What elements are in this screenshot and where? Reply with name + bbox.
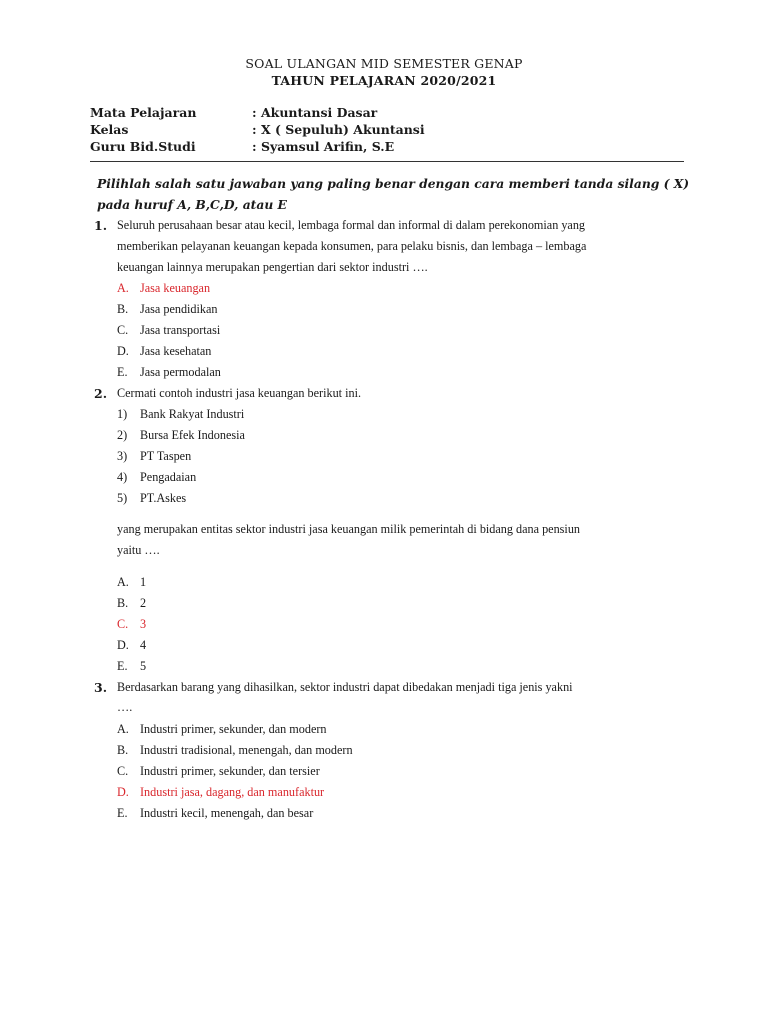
option-letter: B. [117,596,129,610]
question-text-line: …. [117,700,133,714]
option-text: Jasa pendidikan [140,302,218,316]
list-number: 5) [117,491,128,505]
question-number: 1. [94,218,108,233]
option-letter: C. [117,617,129,631]
list-text: PT.Askes [140,491,187,505]
option-text: 5 [140,659,147,673]
option-letter: A. [117,722,129,736]
list-item [117,407,244,422]
option-text: Industri tradisional, menengah, dan modern [140,743,353,757]
list-item [117,470,196,485]
option-letter: D. [117,785,129,799]
option-letter: B. [117,302,129,316]
option-3c[interactable] [117,764,320,779]
list-text: Bursa Efek Indonesia [140,428,245,442]
exam-title: SOAL ULANGAN MID SEMESTER GENAP [245,56,523,71]
option-letter: E. [117,365,128,379]
option-text: Industri kecil, menengah, dan besar [140,806,314,820]
option-letter: E. [117,806,128,820]
option-text: 4 [140,638,147,652]
option-letter: B. [117,743,129,757]
option-text: Industri jasa, dagang, dan manufaktur [140,785,325,799]
option-3b[interactable] [117,743,353,758]
question-text-line: Seluruh perusahaan besar atau kecil, lembaga formal dan informal di dalam perekonomian yang [117,218,586,232]
option-text: 1 [140,575,147,589]
info-value: : Akuntansi Dasar [252,105,378,120]
option-text: Jasa transportasi [140,323,221,337]
question-text-line: Berdasarkan barang yang dihasilkan, sektor industri dapat dibedakan menjadi tiga jenis yakni [117,680,573,694]
info-value: : X ( Sepuluh) Akuntansi [252,122,425,137]
option-letter: D. [117,638,129,652]
info-label: Guru Bid.Studi [90,139,196,154]
list-item [117,428,245,443]
option-3d[interactable] [117,785,324,800]
option-text: Jasa kesehatan [140,344,212,358]
option-2c[interactable] [117,617,146,632]
question-followup-line: yaitu …. [117,543,160,557]
option-text: 2 [140,596,147,610]
exam-year: TAHUN PELAJARAN 2020/2021 [271,73,497,88]
option-2e[interactable] [117,659,146,674]
option-letter: D. [117,344,129,358]
list-text: PT Taspen [140,449,192,463]
option-letter: C. [117,764,129,778]
option-letter: E. [117,659,128,673]
option-1c[interactable] [117,323,220,338]
list-number: 1) [117,407,128,421]
option-1d[interactable] [117,344,211,359]
option-1a[interactable] [117,281,210,296]
option-text: Jasa permodalan [140,365,221,379]
option-1b[interactable] [117,302,218,317]
option-text: Industri primer, sekunder, dan modern [140,722,327,736]
option-2b[interactable] [117,596,146,611]
list-text: Bank Rakyat Industri [140,407,245,421]
option-2d[interactable] [117,638,146,653]
question-text-line: keuangan lainnya merupakan pengertian dari sektor industri …. [117,260,428,274]
question-text-line: Cermati contoh industri jasa keuangan berikut ini. [117,386,362,400]
option-text: Industri primer, sekunder, dan tersier [140,764,320,778]
option-text: 3 [140,617,147,631]
instruction-text: Pilihlah salah satu jawaban yang paling benar dengan cara memberi tanda silang ( X) pada huruf A, B,C,D, atau E [97,176,690,212]
option-2a[interactable] [117,575,146,590]
question-followup-line: yang merupakan entitas sektor industri jasa keuangan milik pemerintah di bidang dana pensiun [117,522,581,536]
info-label: Mata Pelajaran [90,105,197,120]
option-text: Jasa keuangan [140,281,211,295]
option-letter: A. [117,281,129,295]
list-number: 2) [117,428,128,442]
header-divider [90,161,684,162]
info-label: Kelas [90,122,129,137]
option-letter: C. [117,323,129,337]
list-text: Pengadaian [140,470,197,484]
list-number: 4) [117,470,128,484]
list-item [117,449,191,464]
option-letter: A. [117,575,129,589]
option-1e[interactable] [117,365,221,380]
question-text-line: memberikan pelayanan keuangan kepada konsumen, para pelaku bisnis, dan lembaga – lembaga [117,239,587,253]
question-number: 3. [94,680,108,695]
option-3a[interactable] [117,722,327,737]
question-number: 2. [94,386,108,401]
list-number: 3) [117,449,128,463]
info-value: : Syamsul Arifin, S.E [252,139,395,154]
option-3e[interactable] [117,806,313,821]
list-item [117,491,186,506]
